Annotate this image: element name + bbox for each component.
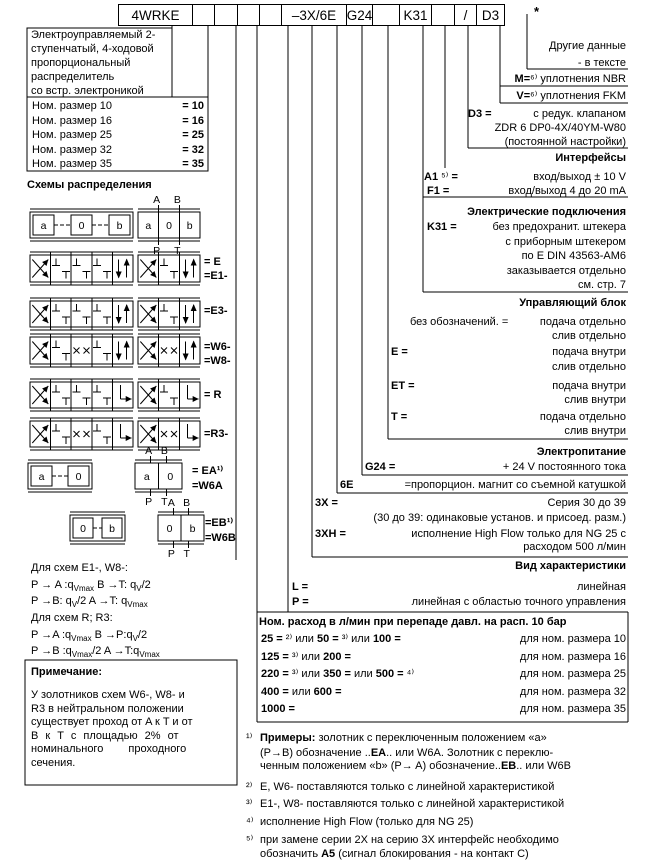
- description-line: пропорциональный: [31, 57, 131, 69]
- d3-label: D3 =: [468, 108, 492, 120]
- note-line: R3 в нейтральном положении: [31, 702, 184, 715]
- electrical-heading: Электрические подключения: [467, 206, 626, 218]
- schematic-letter: 0: [166, 523, 173, 535]
- code-cell-1: [192, 4, 215, 26]
- control-row-line: подача внутри: [552, 380, 626, 392]
- spec-r-title: Для схем R; R3:: [31, 612, 113, 624]
- description-line: со встр. электроникой: [31, 85, 144, 97]
- note-line: сечения.: [31, 756, 76, 769]
- flow-row-left: 125 = ³⁾ или 200 =: [261, 650, 351, 663]
- control-row-line: слив внутри: [564, 394, 626, 406]
- schematic-letter: A: [167, 497, 175, 509]
- code-cell-11: D3: [476, 4, 505, 26]
- schematic-letter: P: [167, 548, 175, 560]
- series-3xh-label: 3XH =: [315, 528, 346, 540]
- footnote-line: E, W6- поставляются только с линейной характеристикой: [260, 781, 555, 793]
- scheme-label: =R3-: [204, 428, 229, 440]
- k31-label: K31 =: [427, 221, 457, 233]
- schematic-letter: P: [153, 245, 161, 257]
- size-value: = 32: [182, 143, 204, 156]
- flow-heading: Ном. расход в л/мин при перепаде давл. на расп. 10 бар: [259, 616, 567, 628]
- scheme-label: = EA¹⁾: [192, 465, 224, 477]
- code-cell-6: G24: [346, 4, 373, 26]
- control-row-line: подача отдельно: [539, 411, 626, 423]
- code-cell-2: [214, 4, 238, 26]
- schematic-letter: B: [160, 445, 168, 457]
- schematic-letter: A: [145, 445, 153, 457]
- note-heading: Примечание:: [31, 666, 103, 678]
- schematic-letter: 0: [78, 220, 85, 232]
- star-mark: *: [534, 4, 540, 19]
- size-label: Ном. размер 25: [32, 129, 112, 141]
- note-line: У золотников схем W6-, W8- и: [31, 689, 185, 701]
- schematic-letter: 0: [75, 471, 82, 483]
- scheme-label: =E3-: [204, 305, 228, 317]
- characteristic-heading: Вид характеристики: [515, 560, 626, 572]
- scheme-label: =W6B: [205, 532, 236, 544]
- code-cell-7: [372, 4, 400, 26]
- magnet-label: 6E: [340, 479, 354, 491]
- k31-line: с приборным штекером: [505, 235, 626, 248]
- misc-line-2: - в тексте: [577, 57, 626, 69]
- footnote-marker: ⁴⁾: [246, 816, 254, 828]
- control-row-label: E =: [391, 346, 408, 358]
- magnet-value: =пропорцион. магнит со съемной катушкой: [404, 479, 626, 491]
- g24-label: G24 =: [365, 461, 396, 473]
- schematic-letter: B: [173, 194, 181, 206]
- scheme-label: =W6A: [192, 480, 223, 492]
- scheme-label: =W6-: [204, 341, 231, 353]
- flow-row-right: для ном. размера 16: [519, 650, 626, 663]
- control-block-heading: Управляющий блок: [519, 297, 626, 309]
- footnote-line: при замене серии 2X на серию 3X интерфейс необходимо: [260, 834, 559, 846]
- flow-row-left: 400 = или 600 =: [261, 685, 342, 698]
- schematic-letter: 0: [167, 471, 174, 483]
- scheme-label: =E1-: [204, 270, 228, 282]
- series-3xh-value: исполнение High Flow только для NG 25 с: [411, 528, 626, 540]
- spec-e1-title: Для схем E1-, W8-:: [31, 562, 128, 574]
- char-p-value: линейная с областью точного управления: [411, 596, 626, 608]
- schematic-letter: T: [161, 496, 168, 508]
- size-label: Ном. размер 10: [32, 100, 112, 112]
- flow-row-right: для ном. размера 35: [519, 703, 626, 715]
- seal-m-line: M=⁶⁾ уплотнения NBR: [514, 73, 626, 85]
- note-line: номинального проходного: [31, 743, 187, 755]
- series-3x-value: Серия 30 до 39: [547, 497, 626, 509]
- interfaces-heading: Интерфейсы: [555, 152, 626, 164]
- code-cell-3: [237, 4, 260, 26]
- schematic-letter: B: [183, 497, 191, 509]
- schemes-heading: Схемы распределения: [27, 179, 152, 191]
- control-row-line: слив отдельно: [551, 361, 626, 373]
- schematic-letter: a: [145, 220, 152, 232]
- schematic-letter: 0: [166, 220, 172, 232]
- size-value: = 35: [182, 158, 204, 170]
- footnote-line: исполнение High Flow (только для NG 25): [260, 816, 474, 828]
- description-line: Электроуправляемый 2-: [31, 29, 156, 41]
- k31-line: без предохранит. штекера: [492, 221, 626, 233]
- k31-line: по E DIN 43563-AM6: [521, 250, 626, 262]
- schematic-letter: b: [116, 220, 123, 232]
- k31-line: заказывается отдельно: [506, 264, 626, 277]
- schematic-letter: a: [143, 471, 150, 483]
- char-l-value: линейная: [576, 581, 626, 593]
- note-line: существует проход от A к T и от: [31, 716, 193, 728]
- footnote-line: ченным положением «b» (P→ A) обозначение..EB.. или W6B: [260, 760, 572, 772]
- schematic-letter: b: [189, 523, 196, 535]
- schematic-letter: A: [153, 194, 161, 206]
- scheme-label: =EB¹⁾: [205, 517, 234, 529]
- flow-row-right: для ном. размера 10: [519, 633, 626, 645]
- code-cell-4: [259, 4, 282, 26]
- code-cell-10: /: [454, 4, 477, 26]
- footnote-marker: ¹⁾: [246, 732, 253, 744]
- schematic-letter: a: [40, 220, 47, 232]
- code-cell-0: 4WRKE: [118, 4, 193, 26]
- size-value: = 25: [182, 129, 204, 141]
- series-3x-label: 3X =: [315, 497, 338, 509]
- schematic-letter: P: [145, 496, 153, 508]
- footnote-line: обозначить A5 (сигнал блокирования - на контакт C): [260, 848, 529, 860]
- code-cell-5: –3X/6E: [281, 4, 347, 26]
- footnote-marker: ³⁾: [246, 798, 253, 810]
- description-line: распределитель: [31, 71, 115, 83]
- schematic-letter: T: [174, 245, 181, 257]
- k31-line: см. стр. 7: [577, 279, 626, 291]
- size-label: Ном. размер 32: [32, 143, 112, 156]
- seal-v-line: V=⁶⁾ уплотнения FKM: [516, 90, 626, 102]
- d3-line-2: ZDR 6 DP0-4X/40YM-W80: [494, 122, 626, 134]
- control-row-line: подача внутри: [552, 346, 626, 358]
- footnote-marker: ⁵⁾: [246, 834, 254, 846]
- a1-value: вход/выход ± 10 V: [533, 171, 626, 183]
- power-heading: Электропитание: [536, 446, 626, 458]
- spec-r-row: P →B $:q_{Vmax}/2$ $A \to T:q_{Vmax}$: [31, 645, 160, 659]
- code-cell-9: [431, 4, 455, 26]
- d3-line-3: (постоянной настройки): [504, 136, 626, 148]
- schematic-letter: b: [109, 523, 115, 535]
- schematic-letter: a: [38, 471, 45, 483]
- scheme-label: =W8-: [204, 355, 231, 367]
- control-row-line: слив внутри: [564, 425, 626, 437]
- control-row-label: ET =: [391, 380, 415, 392]
- control-row-label: T =: [391, 411, 408, 423]
- flow-row-left: 220 = ³⁾ или 350 = или 500 = ⁴⁾: [261, 668, 415, 680]
- size-value: = 16: [182, 114, 204, 127]
- footnote-line: E1-, W8- поставляются только с линейной характеристикой: [260, 798, 565, 810]
- a1-label: A1 ⁵⁾ =: [424, 171, 458, 183]
- series-3xh-value-2: расходом 500 л/мин: [523, 541, 626, 553]
- char-p-label: P =: [292, 596, 309, 608]
- scheme-label: = R: [204, 389, 222, 401]
- footnote-line: Примеры: золотник с переключенным положением «a»: [260, 732, 547, 744]
- control-row-label: без обозначений. =: [410, 316, 509, 328]
- spec-e1-row: P →B: $q_V/2$ A →T: $q_{Vmax}$: [31, 595, 148, 609]
- footnote-marker: ²⁾: [246, 781, 253, 793]
- code-cell-8: K31: [399, 4, 432, 26]
- size-label: Ном. размер 35: [32, 158, 112, 170]
- footnote-line: (P→B) обозначение ..EA.. или W6A. Золотник с переклю-: [260, 746, 554, 759]
- flow-row-right: для ном. размера 32: [519, 685, 626, 698]
- flow-row-left: 25 = ²⁾ или 50 = ³⁾ или 100 =: [261, 633, 401, 645]
- g24-value: + 24 V постоянного тока: [502, 461, 626, 473]
- control-row-line: подача отдельно: [539, 316, 626, 328]
- flow-row-left: 1000 =: [261, 703, 295, 715]
- size-label: Ном. размер 16: [32, 114, 112, 127]
- f1-label: F1 =: [427, 185, 450, 197]
- schematic-letter: 0: [80, 523, 86, 535]
- schematic-letter: T: [183, 548, 190, 560]
- schematic-letter: b: [186, 220, 193, 232]
- note-line: B к T с площадью 2% от: [31, 729, 179, 742]
- char-l-label: L =: [292, 581, 309, 593]
- series-note: (30 до 39: одинаковые установ. и присоед. разм.): [373, 512, 626, 524]
- control-row-line: слив отдельно: [551, 330, 626, 342]
- flow-row-right: для ном. размера 25: [519, 668, 626, 680]
- d3-line-1: с редук. клапаном: [533, 108, 626, 120]
- misc-line-1: Другие данные: [549, 40, 626, 52]
- scheme-label: = E: [204, 256, 221, 268]
- f1-value: вход/выход 4 до 20 mA: [508, 185, 626, 197]
- spec-e1-row: P → A $:q_{Vmax}$ B →T: $q_V/2$: [31, 579, 151, 593]
- size-value: = 10: [182, 100, 204, 112]
- description-line: ступенчатый, 4-ходовой: [31, 43, 154, 55]
- spec-r-row: P →A $:q_{Vmax}$ $B \to P:q_V/2$: [31, 629, 148, 643]
